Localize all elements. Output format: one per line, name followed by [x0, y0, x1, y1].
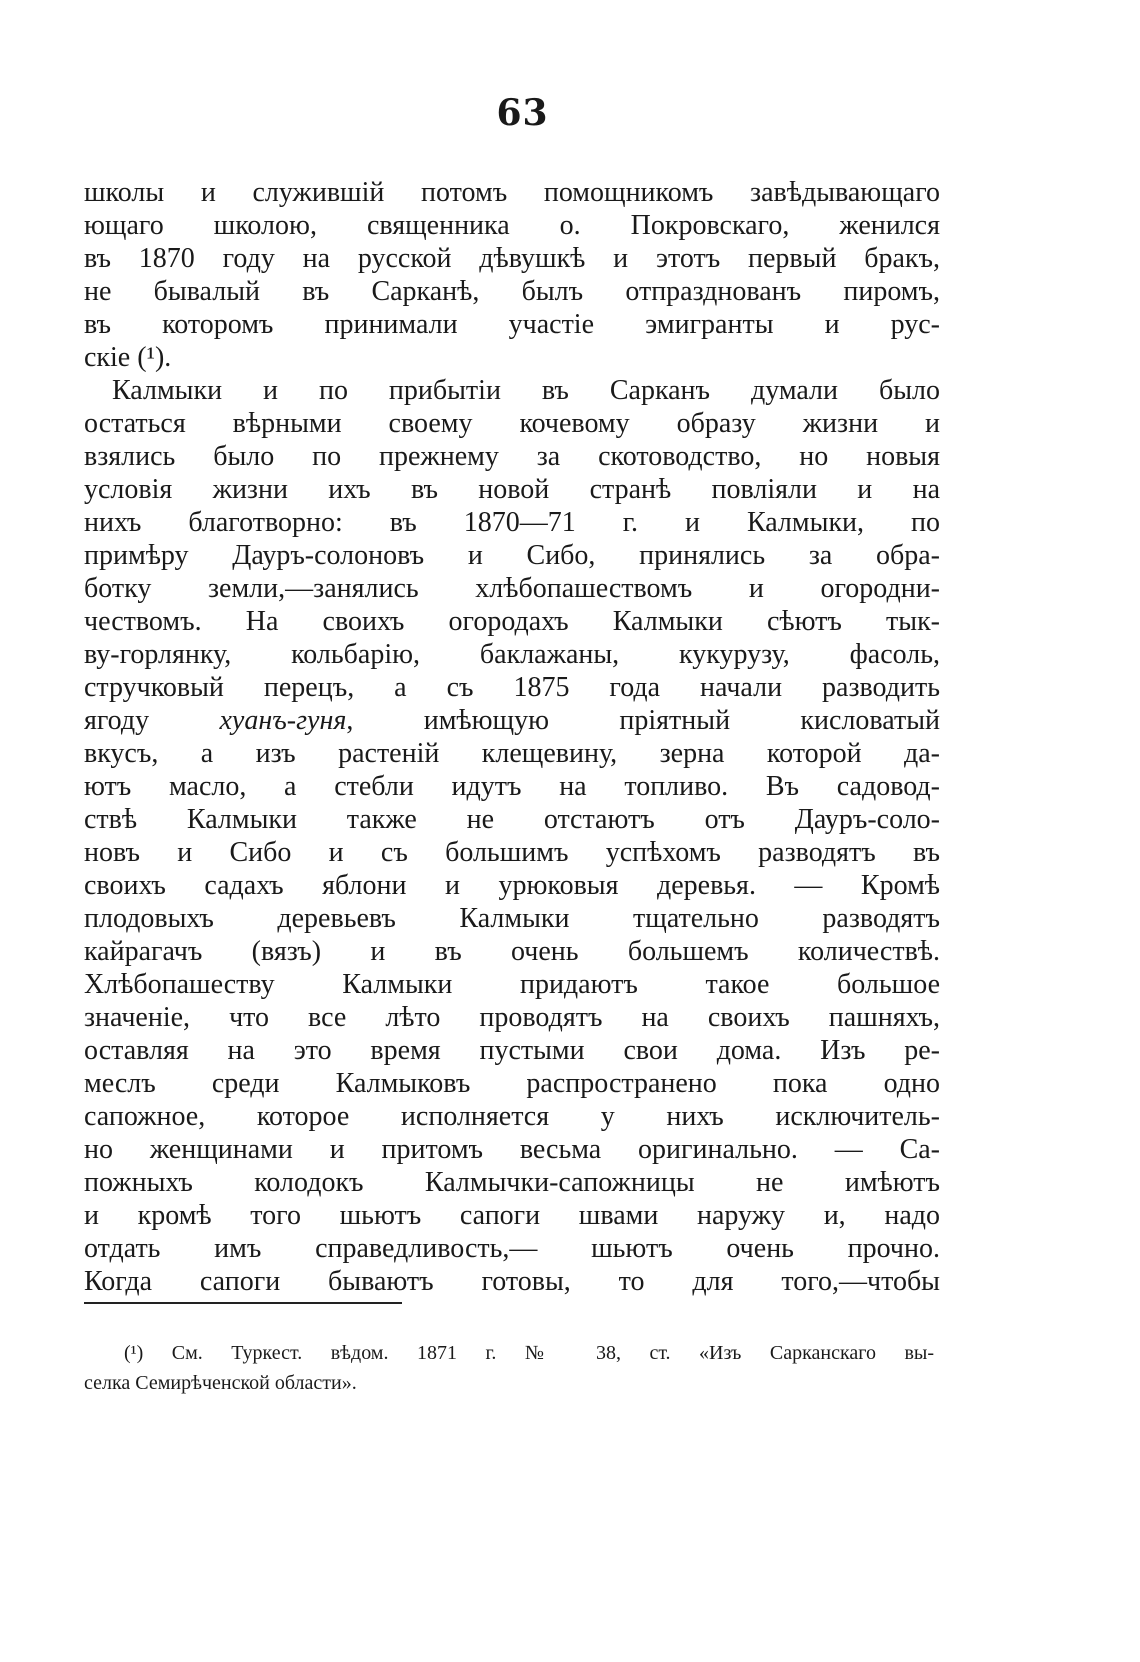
text-line: кайрагачъ (вязъ) и въ очень большемъ количествѣ. — [84, 936, 940, 967]
text-line: и кромѣ того шьютъ сапоги швами наружу и, надо — [84, 1200, 940, 1231]
text-line: Когда сапоги бываютъ готовы, то для того,—чтобы — [84, 1266, 940, 1297]
text-line: новъ и Сибо и съ большимъ успѣхомъ разводятъ въ — [84, 837, 940, 868]
text-line: не бывалый въ Сарканѣ, былъ отпразднованъ пиромъ, — [84, 276, 940, 307]
berry-name: хуанъ-гуня — [219, 705, 347, 736]
text-line: Калмыки и по прибытіи въ Сарканъ думали было — [112, 375, 940, 406]
footnote — [84, 1338, 934, 1398]
footnote-line: селка Семирѣченской области». — [84, 1372, 357, 1394]
page-number: 63 — [496, 92, 549, 134]
text-line: своихъ садахъ яблони и урюковыя деревья. — Кромѣ — [84, 870, 940, 901]
text-line: но женщинами и притомъ весьма оригинально. — Са- — [84, 1134, 940, 1165]
body-text — [84, 176, 940, 1298]
text-line: остаться вѣрными своему кочевому образу жизни и — [84, 408, 940, 439]
text-line: ву-горлянку, кольбарію, баклажаны, кукурузу, фасоль, — [84, 639, 940, 670]
text-line: нихъ благотворно: въ 1870—71 г. и Калмыки, по — [84, 507, 940, 538]
text-line: меслъ среди Калмыковъ распространено пока одно — [84, 1068, 940, 1099]
footnote-line: (¹) См. Туркест. вѣдом. 1871 г. № 38, ст. «Изъ Сарканскаго вы- — [124, 1342, 934, 1364]
text-line: ютъ масло, а стебли идутъ на топливо. Въ садовод- — [84, 771, 940, 802]
text-line: примѣру Дауръ-солоновъ и Сибо, принялись за обра- — [84, 540, 940, 571]
text-line: сапожное, которое исполняется у нихъ исключитель- — [84, 1101, 940, 1132]
text-line-berry — [84, 704, 940, 737]
berry-line-before: ягоду — [84, 705, 220, 736]
text-line: взялись было по прежнему за скотоводство, но новыя — [84, 441, 940, 472]
text-line: условія жизни ихъ въ новой странѣ повліяли и на — [84, 474, 940, 505]
text-line: вкусъ, а изъ растеній клещевину, зерна которой да- — [84, 738, 940, 769]
text-line: ботку земли,—занялись хлѣбопашествомъ и огородни- — [84, 573, 940, 604]
text-line: значеніе, что все лѣто проводятъ на своихъ пашняхъ, — [84, 1002, 940, 1033]
text-line: отдать имъ справедливость,— шьютъ очень прочно. — [84, 1233, 940, 1264]
text-line: плодовыхъ деревьевъ Калмыки тщательно разводятъ — [84, 903, 940, 934]
text-line: пожныхъ колодокъ Калмычки-сапожницы не имѣютъ — [84, 1167, 940, 1198]
text-line: оставляя на это время пустыми свои дома. Изъ ре- — [84, 1035, 940, 1066]
text-line: скіе (¹). — [84, 342, 172, 373]
footnote-rule — [84, 1302, 402, 1304]
text-line: въ которомъ принимали участіе эмигранты и рус- — [84, 309, 940, 340]
text-line: Хлѣбопашеству Калмыки придаютъ такое большое — [84, 969, 940, 1000]
text-line: въ 1870 году на русской дѣвушкѣ и этотъ первый бракъ, — [84, 243, 940, 274]
text-line: ющаго школою, священника о. Покровскаго, женился — [84, 210, 940, 241]
text-line: стручковый перецъ, а съ 1875 года начали разводить — [84, 672, 940, 703]
berry-line-after: , имѣющую пріятный кисловатый — [346, 705, 940, 736]
text-line: ствѣ Калмыки также не отстаютъ отъ Дауръ-соло- — [84, 804, 940, 835]
text-line: чествомъ. На своихъ огородахъ Калмыки сѣютъ тык- — [84, 606, 940, 637]
text-line: школы и служившій потомъ помощникомъ завѣдывающаго — [84, 177, 940, 208]
